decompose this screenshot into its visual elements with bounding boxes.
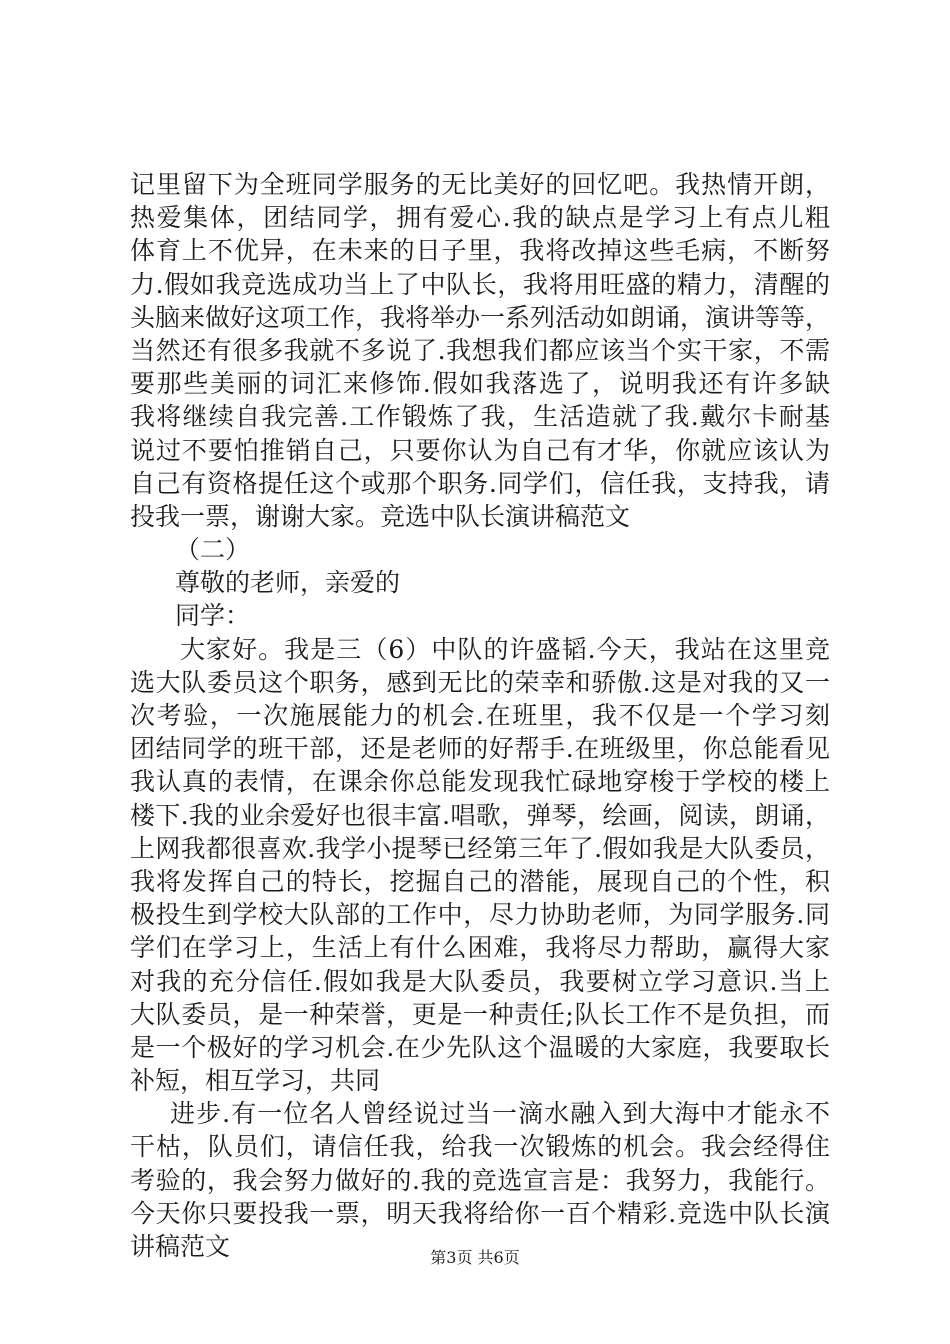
text-line: 自己有资格提任这个或那个职务.同学们，信任我，支持我，请: [130, 468, 830, 498]
text-line: 是一个极好的学习机会.在少先队这个温暖的大家庭，我要取长: [130, 1032, 830, 1062]
text-line: 说过不要怕推销自己，只要你认为自己有才华，你就应该认为: [130, 435, 830, 465]
section-heading: （二）: [175, 535, 251, 565]
text-line: 极投生到学校大队部的工作中，尽力协助老师，为同学服务.同: [130, 900, 830, 930]
text-line: 要那些美丽的词汇来修饰.假如我落选了，说明我还有许多缺: [130, 369, 830, 399]
salutation: 尊敬的老师，亲爱的: [175, 568, 401, 598]
document-body: [130, 168, 830, 1263]
page-footer: 第3页 共6页: [430, 1248, 520, 1267]
text-line: 头脑来做好这项工作，我将举办一系列活动如朗诵，演讲等等，: [130, 302, 830, 332]
text-line: 我将继续自我完善.工作锻炼了我，生活造就了我.戴尔卡耐基: [130, 402, 830, 432]
text-line: 学们在学习上，生活上有什么困难，我将尽力帮助，赢得大家: [130, 933, 830, 963]
text-line: 投我一票，谢谢大家。竞选中队长演讲稿范文: [130, 501, 631, 531]
text-line: 记里留下为全班同学服务的无比美好的回忆吧。我热情开朗，: [130, 170, 830, 199]
text-line: 体育上不优异，在未来的日子里，我将改掉这些毛病，不断努: [130, 236, 830, 266]
text-line: 团结同学的班干部，还是老师的好帮手.在班级里，你总能看见: [130, 734, 830, 764]
text-line: 干枯，队员们，请信任我，给我一次锻炼的机会。我会经得住: [130, 1132, 830, 1162]
text-line: 力.假如我竞选成功当上了中队长，我将用旺盛的精力，清醒的: [130, 269, 830, 299]
text-line: 今天你只要投我一票，明天我将给你一百个精彩.竞选中队长演: [130, 1198, 830, 1228]
text-line: 上网我都很喜欢.我学小提琴已经第三年了.假如我是大队委员，: [130, 833, 830, 863]
text-line: 我将发挥自己的特长，挖掘自己的潜能，展现自己的个性，积: [130, 866, 830, 896]
text-line: 选大队委员这个职务，感到无比的荣幸和骄傲.这是对我的又一: [130, 667, 830, 697]
text-line: 大队委员，是一种荣誉，更是一种责任;队长工作不是负担，而: [130, 999, 830, 1029]
text-line: 进步.有一位名人曾经说过当一滴水融入到大海中才能永不: [170, 1099, 830, 1129]
text-line: 大家好。我是三（6）中队的许盛韬.今天，我站在这里竞: [180, 634, 830, 664]
text-line: 补短，相互学习，共同: [130, 1066, 381, 1096]
text-line: 考验的，我会努力做好的.我的竞选宣言是：我努力，我能行。: [130, 1165, 830, 1195]
text-line: 我认真的表情，在课余你总能发现我忙碌地穿梭于学校的楼上: [130, 767, 830, 797]
text-line: 当然还有很多我就不多说了.我想我们都应该当个实干家，不需: [130, 335, 830, 365]
text-line: 热爱集体，团结同学，拥有爱心.我的缺点是学习上有点儿粗: [130, 203, 830, 233]
text-line: 次考验，一次施展能力的机会.在班里，我不仅是一个学习刻: [130, 701, 830, 730]
text-line: 楼下.我的业余爱好也很丰富.唱歌，弹琴，绘画，阅读，朗诵，: [130, 800, 830, 830]
salutation: 同学：: [175, 601, 251, 631]
text-line: 讲稿范文: [130, 1232, 231, 1261]
text-line: 对我的充分信任.假如我是大队委员，我要树立学习意识.当上: [130, 966, 830, 996]
